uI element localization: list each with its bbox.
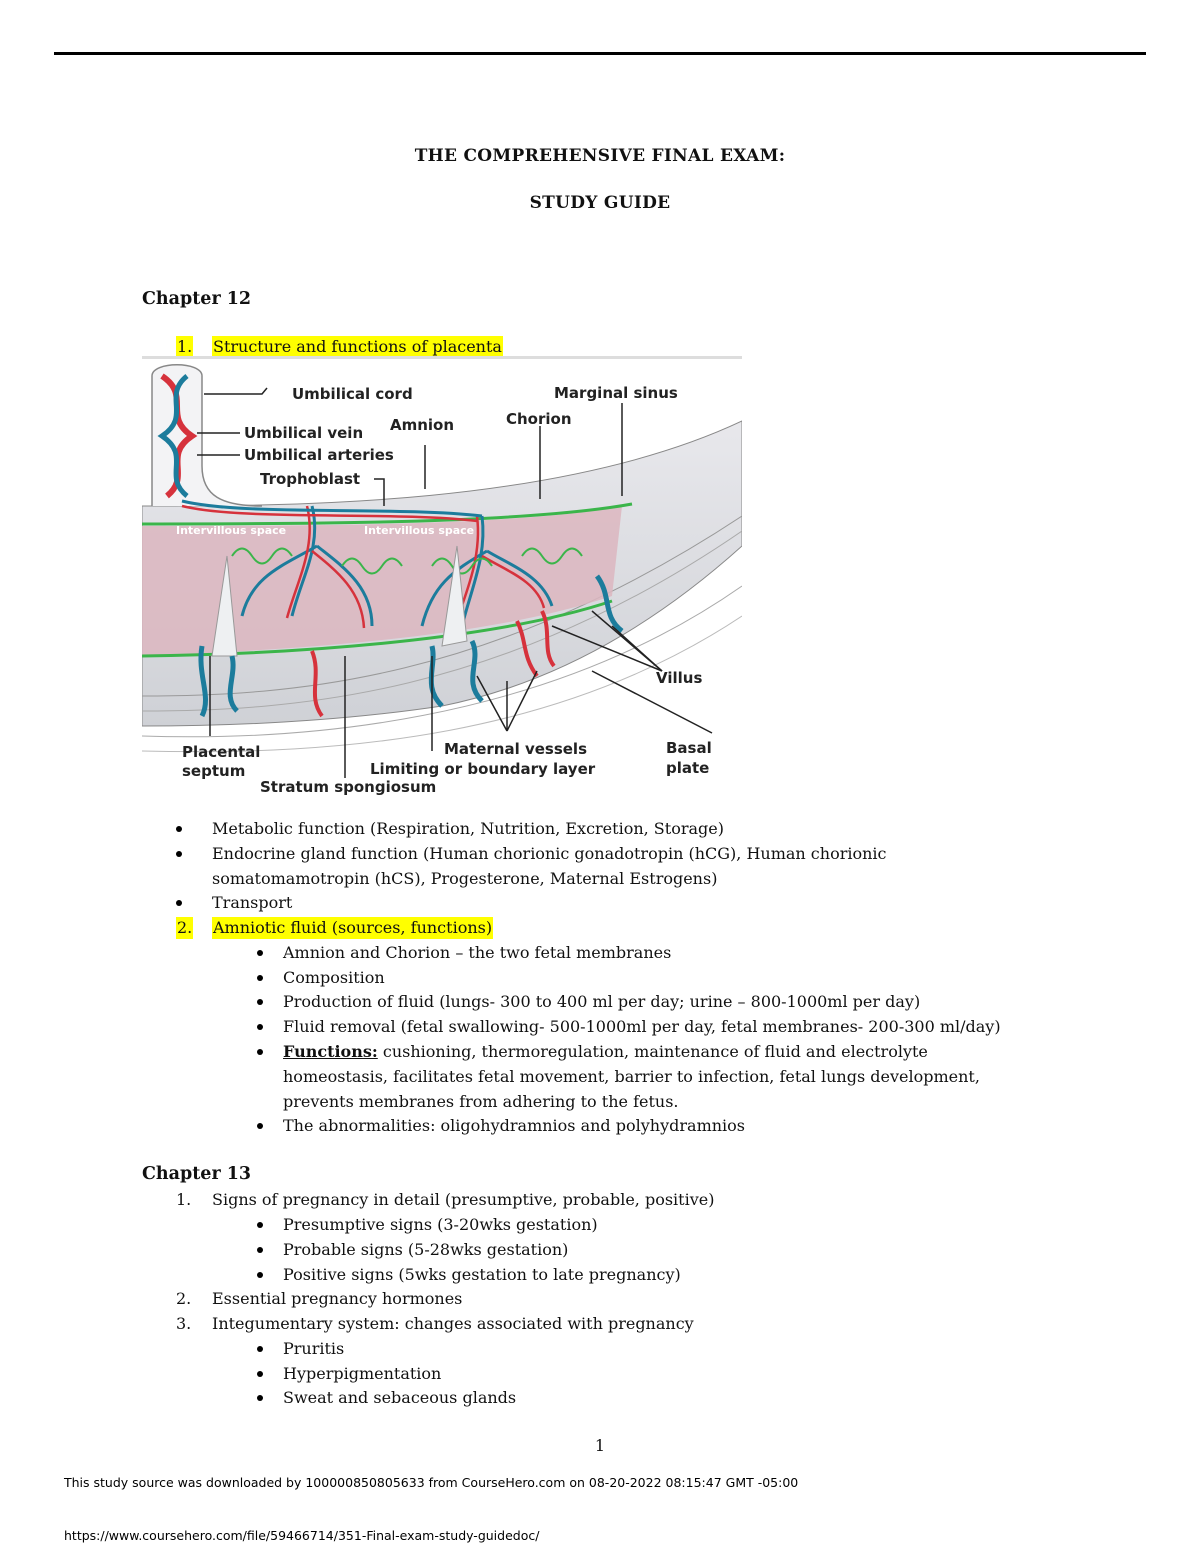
- label-amnion: Amnion: [390, 416, 455, 434]
- ch13-sub-probable: Probable signs (5-28wks gestation): [283, 1240, 569, 1259]
- ch13-item2-number: 2.: [176, 1289, 192, 1308]
- bullet: [176, 851, 182, 857]
- ch13-sub-pruritis: Pruritis: [283, 1339, 345, 1358]
- ch12-bullet-endocrine: Endocrine gland function (Human chorionic gonadotropin (hCG), Human chorionic: [212, 844, 887, 863]
- ch13-item3-number: 3.: [176, 1314, 192, 1333]
- ch12-item2-number: 2.: [177, 918, 193, 937]
- label-trophoblast: Trophoblast: [260, 470, 361, 488]
- functions-label: Functions:: [283, 1042, 378, 1061]
- placenta-diagram: [142, 356, 742, 800]
- bullet: [257, 1395, 263, 1401]
- label-stratum-spongiosum: Stratum spongiosum: [260, 778, 437, 796]
- page-number: 1: [594, 1436, 606, 1455]
- label-chorion: Chorion: [506, 410, 572, 428]
- label-intervillous-space-left: Intervillous space: [176, 524, 287, 537]
- chapter-12-heading: Chapter 12: [142, 289, 252, 309]
- bullet: [257, 1024, 263, 1030]
- ch13-sub-hyperpigmentation: Hyperpigmentation: [283, 1364, 442, 1383]
- label-intervillous-space-right: Intervillous space: [364, 524, 475, 537]
- bullet: [257, 950, 263, 956]
- ch12-sub-production: Production of fluid (lungs- 300 to 400 ml per day; urine – 800-1000ml per day): [283, 992, 921, 1011]
- bullet: [257, 1123, 263, 1129]
- ch13-item3-text: Integumentary system: changes associated with pregnancy: [212, 1314, 694, 1333]
- bullet: [257, 1272, 263, 1278]
- label-umbilical-cord: Umbilical cord: [292, 385, 413, 403]
- bullet: [257, 1371, 263, 1377]
- ch12-bullet-metabolic: Metabolic function (Respiration, Nutrition, Excretion, Storage): [212, 819, 724, 838]
- bullet: [257, 1247, 263, 1253]
- ch12-sub-removal: Fluid removal (fetal swallowing- 500-1000ml per day, fetal membranes- 200-300 ml/day): [283, 1017, 1001, 1036]
- label-villus: Villus: [656, 669, 703, 687]
- chapter-13-heading: Chapter 13: [142, 1164, 252, 1184]
- ch12-item1-number: 1.: [177, 337, 193, 356]
- ch12-sub-functions: Functions: cushioning, thermoregulation, maintenance of fluid and electrolyte: [283, 1042, 928, 1061]
- ch12-sub-functions-cont1: homeostasis, facilitates fetal movement, barrier to infection, fetal lungs development,: [283, 1067, 980, 1086]
- bullet: [176, 900, 182, 906]
- ch12-item1-text: Structure and functions of placenta: [213, 337, 502, 356]
- label-marginal-sinus: Marginal sinus: [554, 384, 678, 402]
- document-title: THE COMPREHENSIVE FINAL EXAM:: [414, 146, 786, 166]
- bullet: [176, 826, 182, 832]
- ch12-bullet-transport: Transport: [212, 893, 293, 912]
- top-rule: [54, 52, 1146, 55]
- label-basal: Basal: [666, 739, 712, 757]
- label-septum: septum: [182, 762, 246, 780]
- ch13-sub-presumptive: Presumptive signs (3-20wks gestation): [283, 1215, 598, 1234]
- bullet: [257, 999, 263, 1005]
- bullet: [257, 1346, 263, 1352]
- footer-source-note: This study source was downloaded by 100000850805633 from CourseHero.com on 08-20-2022 08:15:47 GMT -05:00: [64, 1475, 799, 1490]
- ch12-bullet-endocrine-cont: somatomamotropin (hCS), Progesterone, Maternal Estrogens): [212, 869, 718, 888]
- label-plate: plate: [666, 759, 710, 777]
- ch12-item2-text: Amniotic fluid (sources, functions): [213, 918, 493, 937]
- ch12-sub-functions-cont2: prevents membranes from adhering to the fetus.: [283, 1092, 679, 1111]
- ch13-item1-text: Signs of pregnancy in detail (presumptive, probable, positive): [212, 1190, 715, 1209]
- bullet: [257, 1049, 263, 1055]
- ch12-sub-abnormalities: The abnormalities: oligohydramnios and polyhydramnios: [283, 1116, 745, 1135]
- ch12-sub-composition: Composition: [283, 968, 385, 987]
- label-limiting-layer: Limiting or boundary layer: [370, 760, 596, 778]
- ch13-sub-sweat-glands: Sweat and sebaceous glands: [283, 1388, 517, 1407]
- label-umbilical-vein: Umbilical vein: [244, 424, 364, 442]
- bullet: [257, 975, 263, 981]
- footer-url[interactable]: https://www.coursehero.com/file/59466714/351-Final-exam-study-guidedoc/: [64, 1528, 540, 1543]
- ch13-item1-number: 1.: [176, 1190, 192, 1209]
- ch13-item2-text: Essential pregnancy hormones: [212, 1289, 463, 1308]
- label-umbilical-arteries: Umbilical arteries: [244, 446, 394, 464]
- bullet: [257, 1222, 263, 1228]
- document-subtitle: STUDY GUIDE: [529, 193, 671, 213]
- ch13-sub-positive: Positive signs (5wks gestation to late pregnancy): [283, 1265, 681, 1284]
- ch12-sub-amnion-chorion: Amnion and Chorion – the two fetal membranes: [283, 943, 672, 962]
- label-placental: Placental: [182, 743, 261, 761]
- label-maternal-vessels: Maternal vessels: [444, 740, 588, 758]
